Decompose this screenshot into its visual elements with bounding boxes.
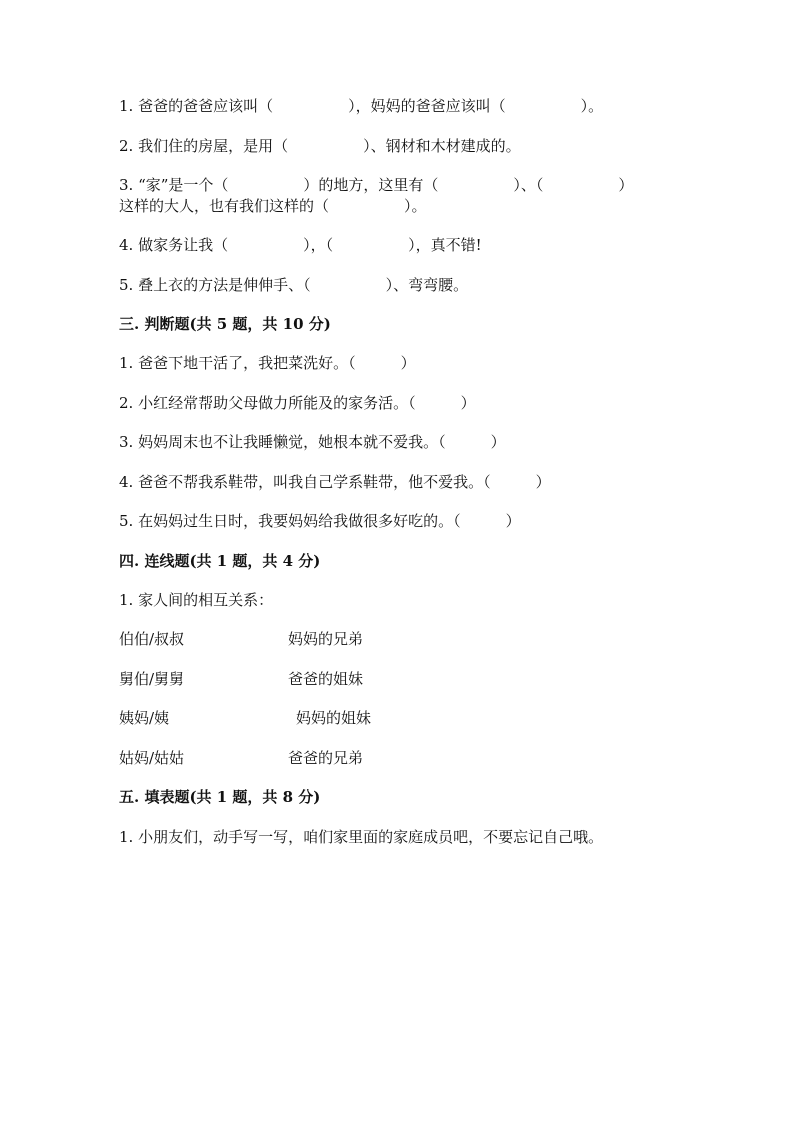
fill-question-2: 2. 我们住的房屋，是用（ ）、钢材和木材建成的。 [119,137,521,155]
match-left-item: 伯伯/叔叔 [119,630,185,648]
match-left-item: 姑妈/姑姑 [119,749,185,767]
table-question-1: 1. 小朋友们，动手写一写，咱们家里面的家庭成员吧，不要忘记自己哦。 [119,828,604,846]
section-3-heading: 三. 判断题(共 5 题，共 10 分) [119,315,331,333]
match-right-item: 爸爸的姐妹 [288,670,364,688]
match-question-1: 1. 家人间的相互关系： [119,591,274,609]
fill-question-5: 5. 叠上衣的方法是伸伸手、（ ）、弯弯腰。 [119,276,469,294]
fill-question-4: 4. 做家务让我（ ），（ ），真不错! [119,236,482,254]
judge-question-3: 3. 妈妈周末也不让我睡懒觉，她根本就不爱我。（ ） [119,433,506,451]
judge-question-4: 4. 爸爸不帮我系鞋带，叫我自己学系鞋带，他不爱我。（ ） [119,473,551,491]
judge-question-1: 1. 爸爸下地干活了，我把菜洗好。（ ） [119,354,416,372]
fill-question-3-line-1: 3. “家”是一个（ ）的地方，这里有（ ）、（ ） [119,176,634,194]
fill-question-1: 1. 爸爸的爸爸应该叫（ ），妈妈的爸爸应该叫（ ）。 [119,97,604,115]
match-left-item: 姨妈/姨 [119,709,170,727]
match-right-item: 妈妈的兄弟 [288,630,364,648]
match-right-item: 妈妈的姐妹 [296,709,372,727]
match-left-item: 舅伯/舅舅 [119,670,185,688]
match-right-item: 爸爸的兄弟 [288,749,364,767]
section-4-heading: 四. 连线题(共 1 题，共 4 分) [119,552,321,570]
fill-question-3-line-2: 这样的大人，也有我们这样的（ ）。 [119,197,427,215]
section-5-heading: 五. 填表题(共 1 题，共 8 分) [119,788,321,806]
judge-question-5: 5. 在妈妈过生日时，我要妈妈给我做很多好吃的。（ ） [119,512,521,530]
judge-question-2: 2. 小红经常帮助父母做力所能及的家务活。（ ） [119,394,476,412]
